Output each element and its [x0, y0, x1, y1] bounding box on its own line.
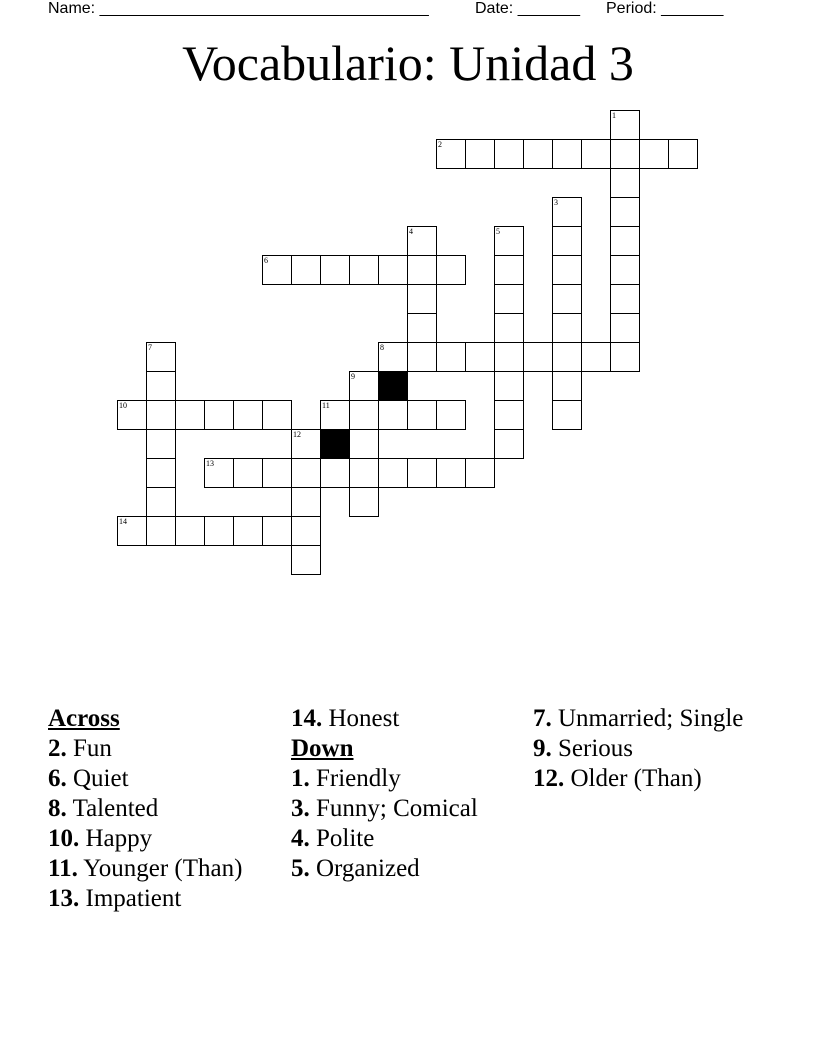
crossword-cell[interactable] [146, 371, 176, 401]
across-clue: 10. Happy [48, 825, 153, 852]
crossword-cell[interactable] [407, 284, 437, 314]
crossword-cell[interactable] [146, 516, 176, 546]
down-clue: 3. Funny; Comical [291, 795, 478, 822]
crossword-cell[interactable] [523, 342, 553, 372]
crossword-cell[interactable] [291, 429, 321, 459]
crossword-cell[interactable] [204, 458, 234, 488]
blocked-cell [378, 371, 408, 401]
crossword-cell[interactable] [494, 284, 524, 314]
crossword-cell[interactable] [117, 516, 147, 546]
crossword-cell[interactable] [552, 255, 582, 285]
crossword-cell[interactable] [581, 139, 611, 169]
crossword-cell[interactable] [291, 255, 321, 285]
clue-number: 12 [293, 430, 301, 439]
crossword-cell[interactable] [349, 255, 379, 285]
crossword-cell[interactable] [610, 110, 640, 140]
clue-number: 10 [119, 401, 127, 410]
down-heading: Down [291, 735, 354, 762]
crossword-cell[interactable] [407, 255, 437, 285]
crossword-cell[interactable] [552, 342, 582, 372]
crossword-cell[interactable] [146, 429, 176, 459]
crossword-cell[interactable] [291, 487, 321, 517]
crossword-cell[interactable] [494, 429, 524, 459]
clue-number: 3 [554, 198, 558, 207]
crossword-cell[interactable] [349, 400, 379, 430]
crossword-cell[interactable] [436, 400, 466, 430]
crossword-cell[interactable] [204, 516, 234, 546]
crossword-cell[interactable] [552, 371, 582, 401]
crossword-cell[interactable] [523, 139, 553, 169]
crossword-cell[interactable] [494, 371, 524, 401]
down-clue: 9. Serious [533, 735, 633, 762]
crossword-cell[interactable] [552, 226, 582, 256]
crossword-cell[interactable] [349, 371, 379, 401]
crossword-cell[interactable] [117, 400, 147, 430]
date-line: Date: _______ [475, 0, 580, 17]
clue-number: 13 [206, 459, 214, 468]
crossword-cell[interactable] [320, 400, 350, 430]
clue-number: 14 [119, 517, 127, 526]
name-line: Name: _____________________________________ [48, 0, 429, 17]
crossword-cell[interactable] [262, 400, 292, 430]
crossword-cell[interactable] [610, 313, 640, 343]
across-clue: 14. Honest [291, 705, 400, 732]
crossword-cell[interactable] [494, 313, 524, 343]
crossword-cell[interactable] [639, 139, 669, 169]
crossword-cell[interactable] [146, 400, 176, 430]
clues-column-1 [48, 704, 283, 914]
crossword-cell[interactable] [407, 226, 437, 256]
crossword-cell[interactable] [175, 400, 205, 430]
crossword-cell[interactable] [349, 487, 379, 517]
crossword-cell[interactable] [407, 458, 437, 488]
crossword-cell[interactable] [465, 139, 495, 169]
across-clue: 6. Quiet [48, 765, 129, 792]
crossword-cell[interactable] [146, 487, 176, 517]
crossword-cell[interactable] [436, 458, 466, 488]
crossword-cell[interactable] [494, 139, 524, 169]
across-clue: 11. Younger (Than) [48, 855, 243, 882]
crossword-cell[interactable] [610, 226, 640, 256]
crossword-cell[interactable] [349, 458, 379, 488]
across-clue: 13. Impatient [48, 885, 182, 912]
crossword-cell[interactable] [233, 400, 263, 430]
crossword-cell[interactable] [494, 342, 524, 372]
clue-number: 8 [380, 343, 384, 352]
clues-column-2 [291, 704, 526, 884]
crossword-cell[interactable] [610, 168, 640, 198]
period-line: Period: _______ [606, 0, 724, 17]
crossword-cell[interactable] [175, 516, 205, 546]
crossword-cell[interactable] [436, 255, 466, 285]
crossword-cell[interactable] [262, 458, 292, 488]
crossword-cell[interactable] [610, 255, 640, 285]
blocked-cell [320, 429, 350, 459]
crossword-cell[interactable] [552, 197, 582, 227]
crossword-cell[interactable] [146, 342, 176, 372]
across-clue: 2. Fun [48, 735, 112, 762]
clue-number: 6 [264, 256, 268, 265]
crossword-cell[interactable] [378, 255, 408, 285]
crossword-cell[interactable] [581, 342, 611, 372]
crossword-cell[interactable] [262, 255, 292, 285]
crossword-cell[interactable] [378, 342, 408, 372]
crossword-cell[interactable] [494, 400, 524, 430]
crossword-cell[interactable] [610, 284, 640, 314]
crossword-cell[interactable] [320, 255, 350, 285]
crossword-cell[interactable] [233, 516, 263, 546]
down-clue: 12. Older (Than) [533, 765, 702, 792]
page-title: Vocabulario: Unidad 3 [182, 35, 634, 91]
crossword-cell[interactable] [610, 139, 640, 169]
crossword-cell[interactable] [146, 458, 176, 488]
down-clue: 5. Organized [291, 855, 420, 882]
crossword-cell[interactable] [320, 458, 350, 488]
down-clue: 4. Polite [291, 825, 375, 852]
crossword-cell[interactable] [465, 342, 495, 372]
clue-number: 1 [612, 111, 616, 120]
crossword-cell[interactable] [610, 197, 640, 227]
crossword-cell[interactable] [407, 342, 437, 372]
crossword-cell[interactable] [291, 516, 321, 546]
crossword-cell[interactable] [407, 313, 437, 343]
crossword-cell[interactable] [233, 458, 263, 488]
crossword-cell[interactable] [204, 400, 234, 430]
clue-number: 5 [496, 227, 500, 236]
crossword-cell[interactable] [378, 458, 408, 488]
crossword-cell[interactable] [291, 545, 321, 575]
crossword-cell[interactable] [262, 516, 292, 546]
down-clue: 7. Unmarried; Single [533, 705, 744, 732]
crossword-cell[interactable] [610, 342, 640, 372]
clue-number: 2 [438, 140, 442, 149]
crossword-cell[interactable] [436, 342, 466, 372]
crossword-cell[interactable] [378, 400, 408, 430]
crossword-cell[interactable] [494, 226, 524, 256]
crossword-cell[interactable] [291, 458, 321, 488]
crossword-cell[interactable] [465, 458, 495, 488]
crossword-cell[interactable] [349, 429, 379, 459]
clue-number: 9 [351, 372, 355, 381]
crossword-cell[interactable] [552, 400, 582, 430]
clue-number: 4 [409, 227, 413, 236]
crossword-cell[interactable] [552, 284, 582, 314]
crossword-cell[interactable] [668, 139, 698, 169]
crossword-cell[interactable] [552, 313, 582, 343]
across-clue: 8. Talented [48, 795, 159, 822]
clues-column-3 [533, 704, 773, 794]
crossword-cell[interactable] [494, 255, 524, 285]
clue-number: 7 [148, 343, 152, 352]
down-clue: 1. Friendly [291, 765, 401, 792]
crossword-cell[interactable] [552, 139, 582, 169]
crossword-cell[interactable] [436, 139, 466, 169]
crossword-cell[interactable] [407, 400, 437, 430]
across-heading: Across [48, 705, 120, 732]
clue-number: 11 [322, 401, 330, 410]
